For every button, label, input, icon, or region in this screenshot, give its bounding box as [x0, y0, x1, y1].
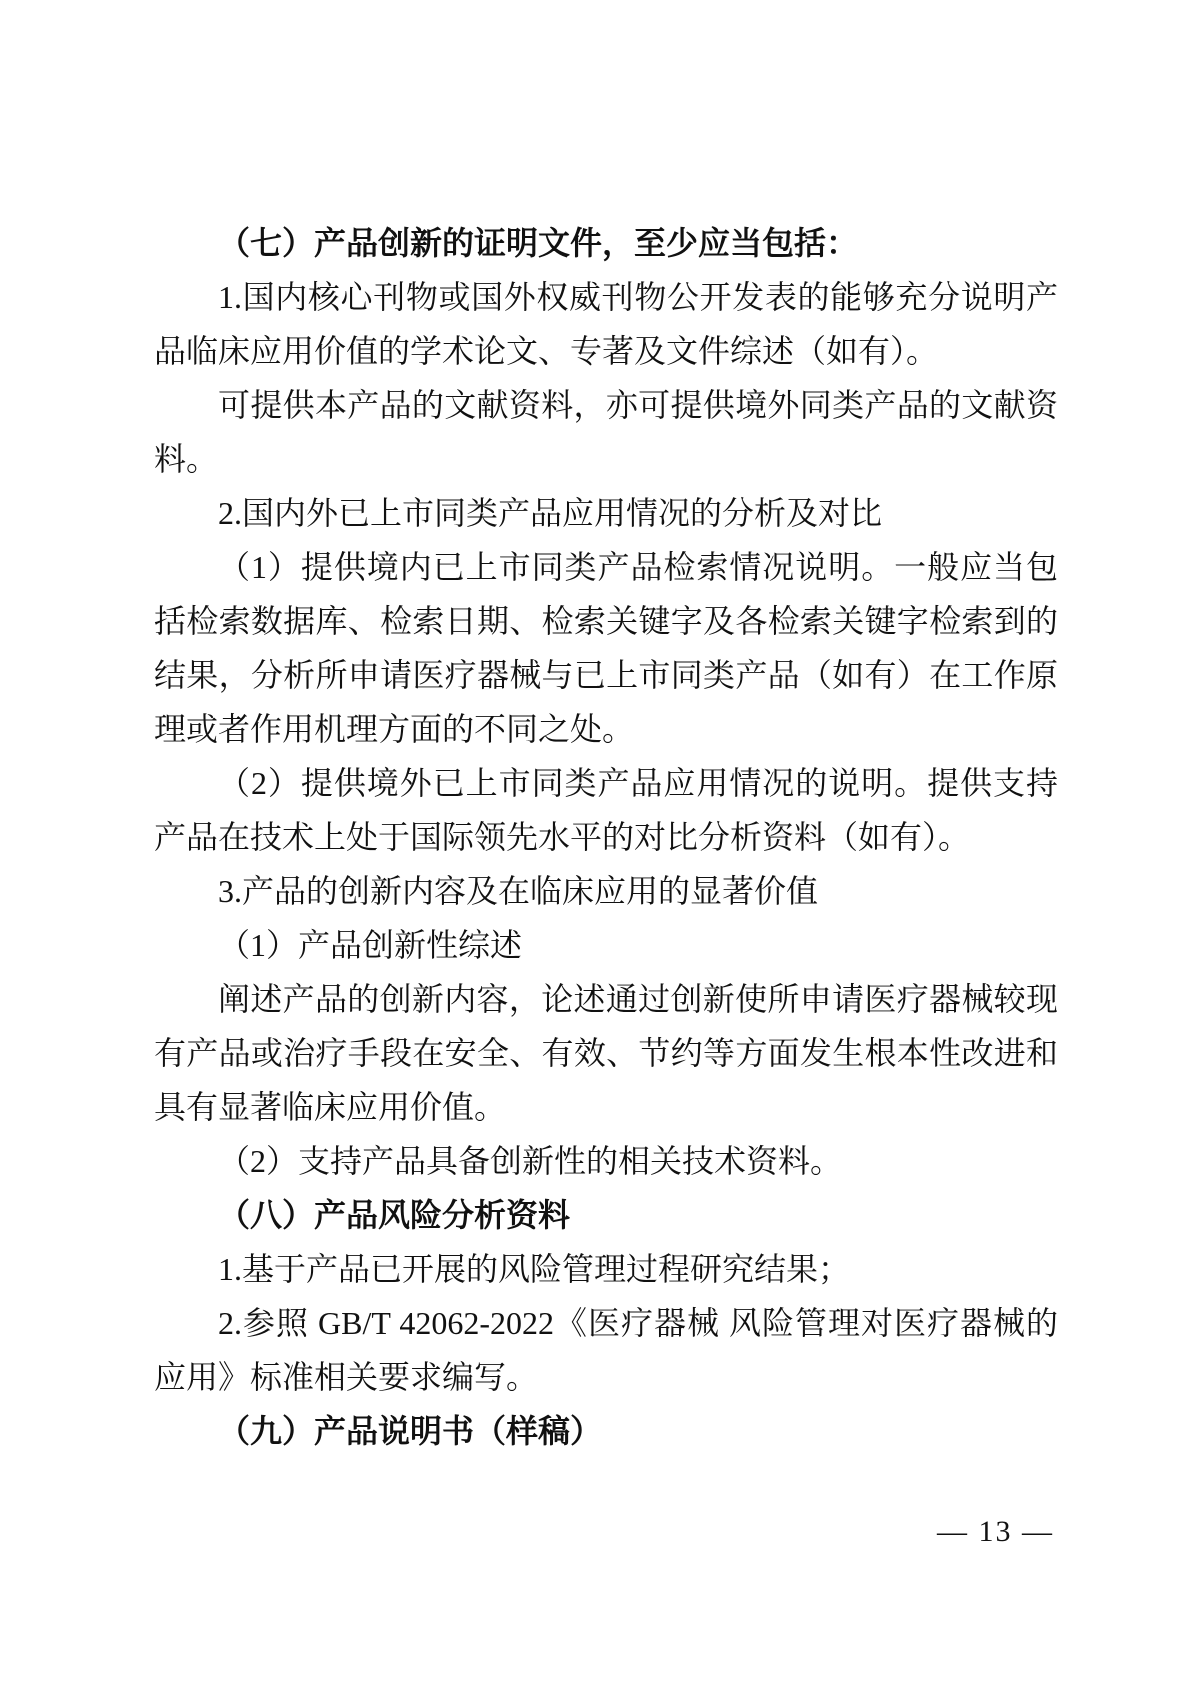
paragraph-market-analysis: 2.国内外已上市同类产品应用情况的分析及对比 — [218, 495, 883, 531]
page-number: — 13 — — [937, 1515, 1054, 1548]
section-9-heading: （九）产品说明书（样稿） — [218, 1413, 603, 1449]
paragraph-innovation-value: 3.产品的创新内容及在临床应用的显著价值 — [218, 873, 819, 909]
paragraph-literature-note: 可提供本产品的文献资料，亦可提供境外同类产品的文献资料。 — [154, 387, 1058, 477]
paragraph-domestic-search: （1）提供境内已上市同类产品检索情况说明。一般应当包括检索数据库、检索日期、检索关键字及各检索关键字检索到的结果，分析所申请医疗器械与已上市同类产品（如有）在工作原理或者作用机理方面的不同之处。 — [154, 549, 1058, 747]
document-body — [154, 216, 1058, 1458]
paragraph-innovation-summary-title: （1）产品创新性综述 — [218, 927, 523, 963]
paragraph-risk-standard: 2.参照 GB/T 42062-2022《医疗器械 风险管理对医疗器械的应用》标准相关要求编写。 — [154, 1305, 1058, 1395]
section-8-heading: （八）产品风险分析资料 — [218, 1197, 571, 1233]
paragraph-risk-results: 1.基于产品已开展的风险管理过程研究结果； — [218, 1251, 851, 1287]
paragraph-innovation-evidence: （2）支持产品具备创新性的相关技术资料。 — [218, 1143, 843, 1179]
paragraph-literature: 1.国内核心刊物或国外权威刊物公开发表的能够充分说明产品临床应用价值的学术论文、专著及文件综述（如有）。 — [154, 279, 1058, 369]
section-7-heading: （七）产品创新的证明文件，至少应当包括： — [218, 225, 859, 261]
paragraph-overseas-products: （2）提供境外已上市同类产品应用情况的说明。提供支持产品在技术上处于国际领先水平的对比分析资料（如有）。 — [154, 765, 1058, 855]
paragraph-innovation-summary: 阐述产品的创新内容，论述通过创新使所申请医疗器械较现有产品或治疗手段在安全、有效、节约等方面发生根本性改进和具有显著临床应用价值。 — [154, 981, 1058, 1125]
